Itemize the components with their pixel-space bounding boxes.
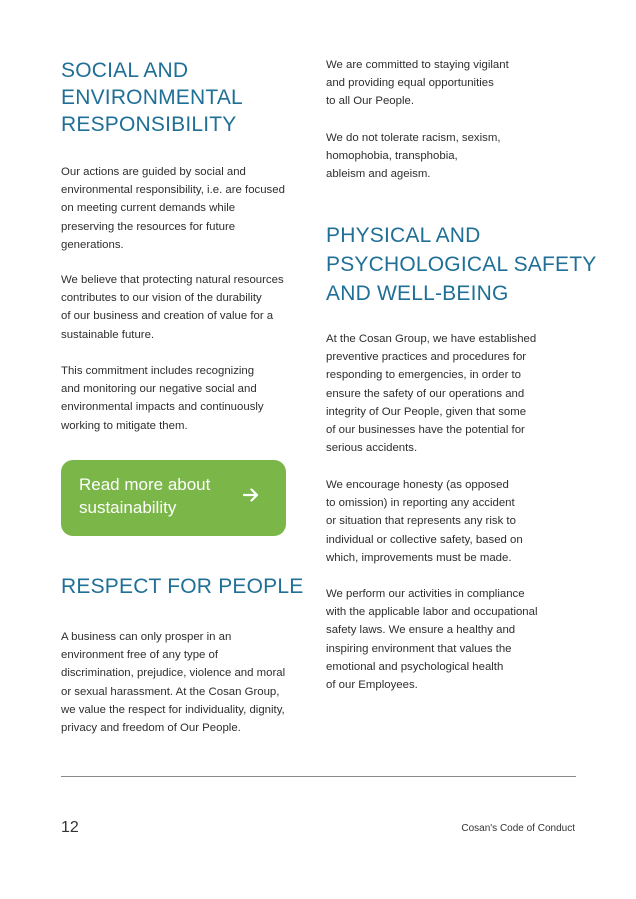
- read-more-sustainability-button[interactable]: [61, 460, 286, 536]
- arrow-right-icon: [242, 486, 260, 504]
- page-number: 12: [61, 819, 79, 836]
- footer-divider: [61, 776, 576, 777]
- no-tolerance-paragraph: We do not tolerate racism, sexism, homophobia, transphobia, ableism and ageism.: [326, 132, 501, 181]
- physical-psychological-safety-heading: PHYSICAL AND PSYCHOLOGICAL SAFETY AND WELL-BEING: [326, 224, 597, 305]
- safety-paragraph-3: We perform our activities in compliance with the applicable labor and occupational safety laws. We ensure a healthy and inspiring environment that values the emotional and psychological health of our Employees.: [326, 588, 538, 692]
- respect-paragraph: A business can only prosper in an environment free of any type of discrimination, prejudice, violence and moral or sexual harassment. At the Cosan Group, we value the respect for individuality, dignity, privacy and freedom of Our People.: [61, 631, 286, 735]
- equal-opportunity-paragraph: We are committed to staying vigilant and providing equal opportunities to all Our People.: [326, 59, 509, 108]
- social-environmental-heading: SOCIAL AND ENVIRONMENTAL RESPONSIBILITY: [61, 59, 243, 136]
- read-more-label: Read more about sustainability: [79, 475, 211, 517]
- document-title: Cosan's Code of Conduct: [461, 823, 575, 834]
- respect-for-people-heading: RESPECT FOR PEOPLE: [61, 575, 304, 598]
- safety-paragraph-2: We encourage honesty (as opposed to omission) in reporting any accident or situation that represents any risk to individual or collective safety, based on which, improvements must be made.: [326, 479, 523, 564]
- social-paragraph-3: This commitment includes recognizing and monitoring our negative social and environmental impacts and continuously working to mitigate them.: [61, 365, 264, 432]
- social-paragraph-2: We believe that protecting natural resources contributes to our vision of the durability of our business and creation of value for a sustainable future.: [61, 274, 284, 341]
- social-paragraph-1: Our actions are guided by social and environmental responsibility, i.e. are focused on meeting current demands while preserving the resources for future generations.: [61, 166, 285, 251]
- safety-paragraph-1: At the Cosan Group, we have established preventive practices and procedures for responding to emergencies, in order to ensure the safety of our operations and integrity of Our People, given that some of our businesses have the potential for serious accidents.: [326, 333, 537, 455]
